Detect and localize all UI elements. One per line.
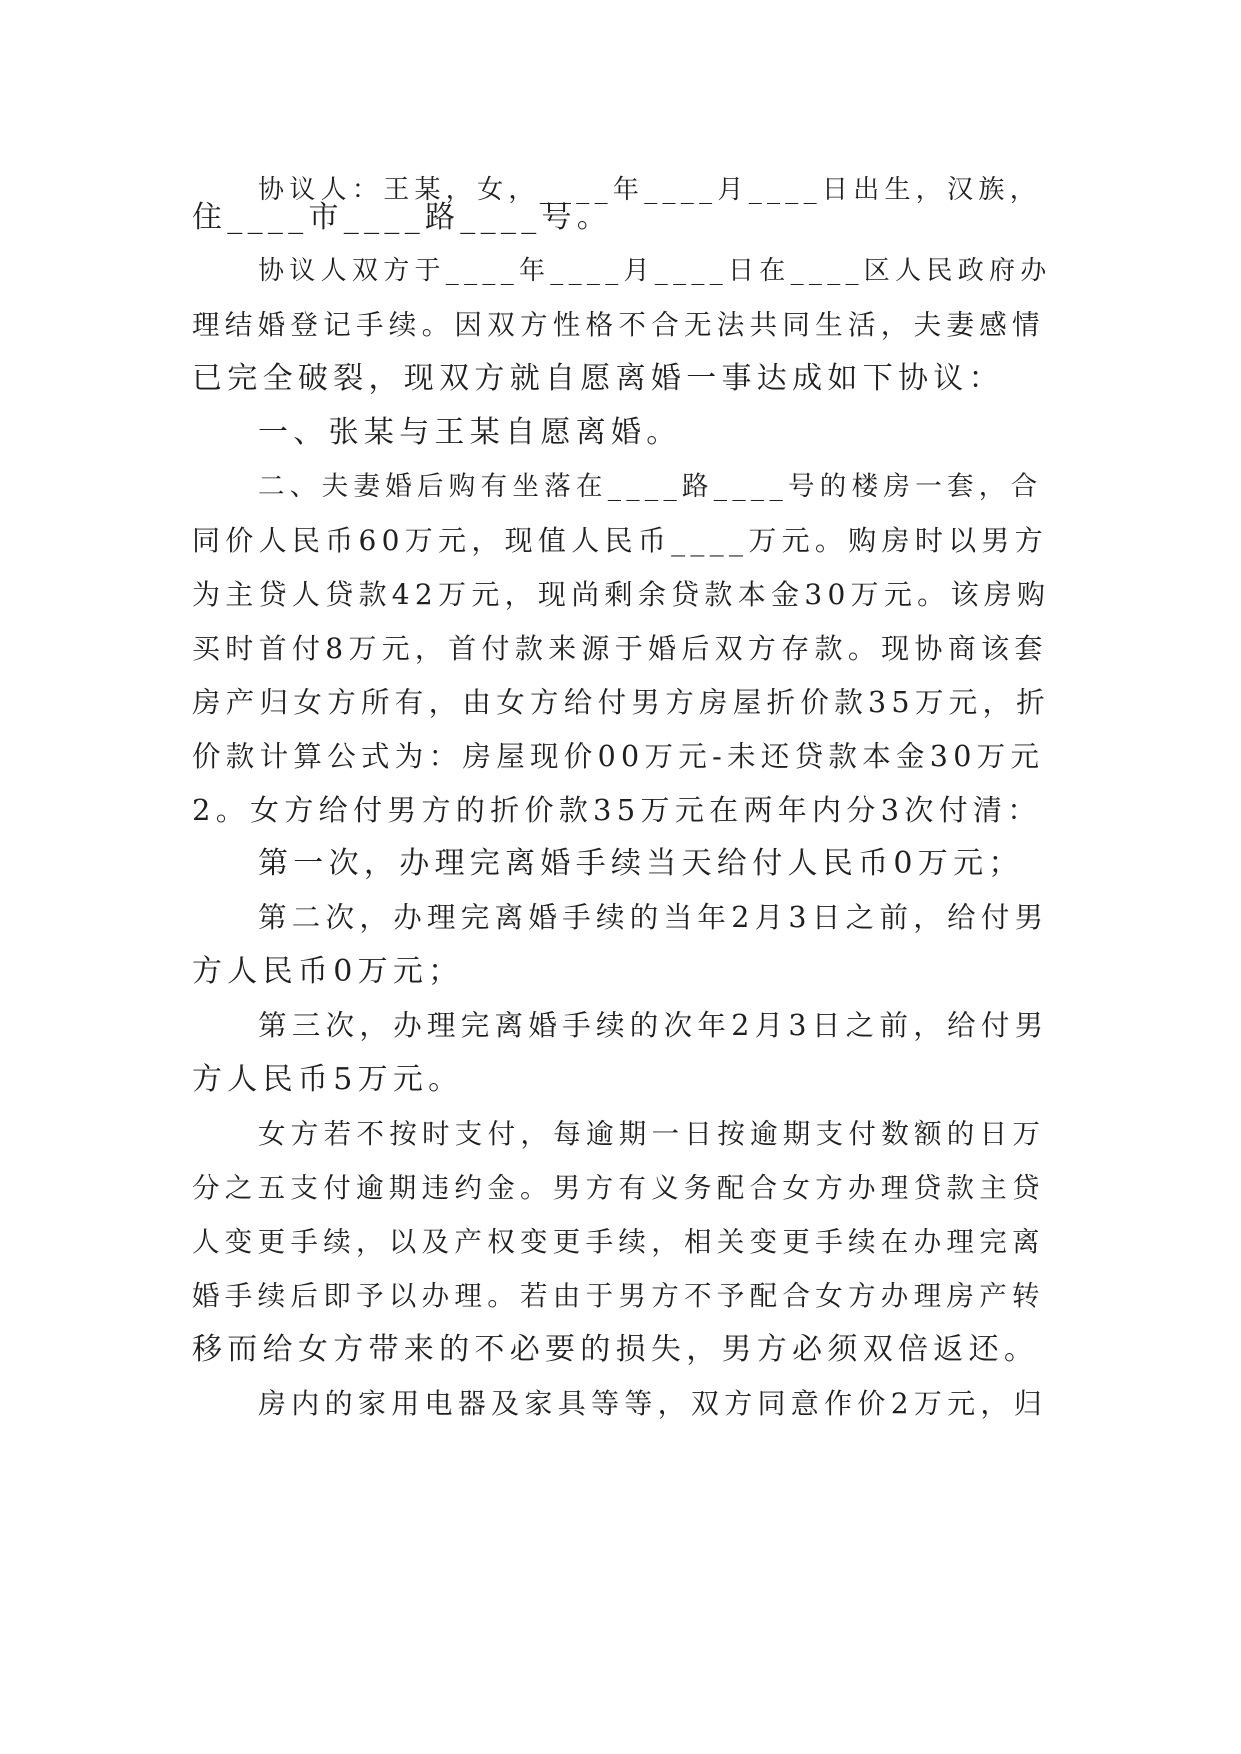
text-line: 价款计算公式为：房屋现价00万元-未还贷款本金30万元 xyxy=(192,740,1045,773)
text-line: 人变更手续，以及产权变更手续，相关变更手续在办理完离 xyxy=(192,1226,1045,1258)
text-line: 婚手续后即予以办理。若由于男方不予配合女方办理房产转 xyxy=(192,1280,1045,1312)
text-line: 住____市____路____号。 xyxy=(192,200,613,235)
text-line: 为主贷人贷款42万元，现尚剩余贷款本金30万元。该房购 xyxy=(192,578,1051,611)
text-line: 方人民币0万元； xyxy=(192,954,464,989)
text-line: 女方若不按时支付，每逾期一日按逾期支付数额的日万 xyxy=(258,1118,1046,1150)
text-line: 第三次，办理完离婚手续的次年2月3日之前，给付男 xyxy=(258,1009,1049,1042)
text-line: 房内的家用电器及家具等等，双方同意作价2万元，归 xyxy=(258,1387,1048,1420)
text-line: 2。女方给付男方的折价款35万元在两年内分3次付清： xyxy=(192,793,1042,827)
text-line: 理结婚登记手续。因双方性格不合无法共同生活，夫妻感情 xyxy=(192,309,1045,341)
text-line: 协议人双方于____年____月____日在____区人民政府办 xyxy=(258,256,1052,286)
text-line: 同价人民币60万元，现值人民币____万元。购房时以男方 xyxy=(192,524,1049,557)
text-line: 协议人：王某，女，____年____月____日出生，汉族， xyxy=(258,175,1042,205)
text-line: 二、夫妻婚后购有坐落在____路____号的楼房一套，合 xyxy=(258,471,1043,502)
text-line: 一、张某与王某自愿离婚。 xyxy=(258,415,682,450)
text-line: 房产归女方所有，由女方给付男方房屋折价款35万元，折 xyxy=(192,686,1051,719)
text-line: 第二次，办理完离婚手续的当年2月3日之前，给付男 xyxy=(258,901,1049,934)
text-line: 移而给女方带来的不必要的损失，男方必须双倍返还。 xyxy=(192,1332,1040,1367)
text-line: 已完全破裂，现双方就自愿离婚一事达成如下协议： xyxy=(192,361,1004,396)
text-line: 第一次，办理完离婚手续当天给付人民币0万元； xyxy=(258,846,1024,881)
text-line: 方人民币5万元。 xyxy=(192,1062,464,1097)
text-line: 分之五支付逾期违约金。男方有义务配合女方办理贷款主贷 xyxy=(192,1172,1045,1204)
text-line: 买时首付8万元，首付款来源于婚后双方存款。现协商该套 xyxy=(192,632,1048,665)
